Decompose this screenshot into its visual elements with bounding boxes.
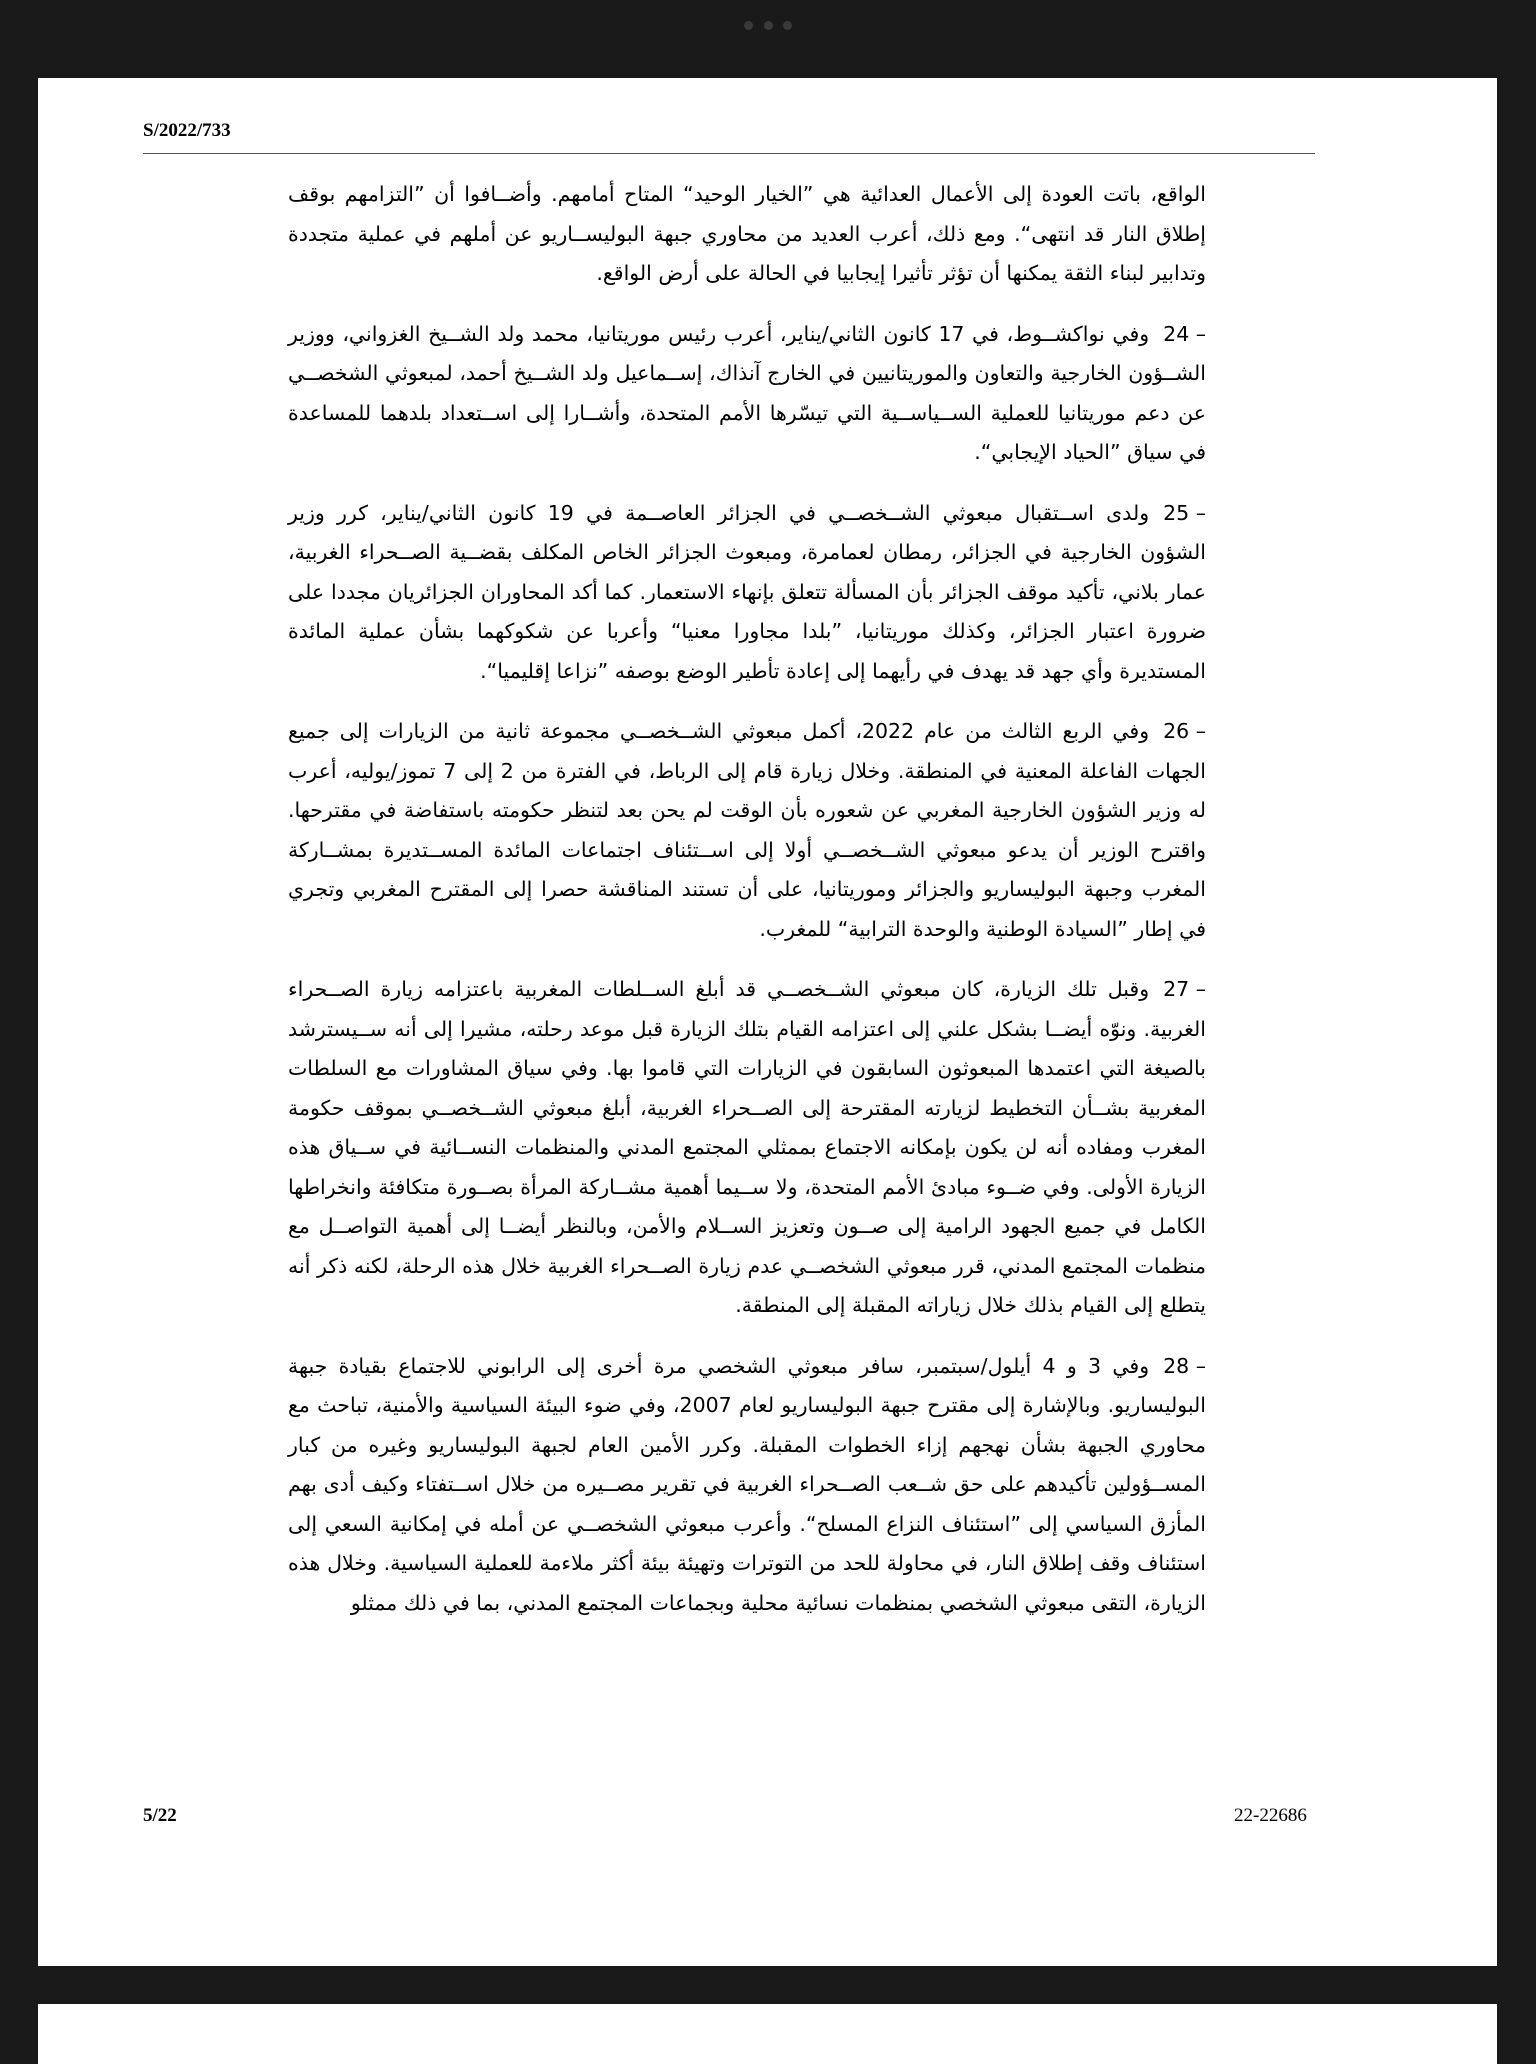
paragraph-text: وفي الربع الثالث من عام 2022، أكمل مبعوثي الشــخصــي مجموعة ثانية من الزيارات إلى جميع الجهات الفاعلة المعنية في المنطقة. وخلال زيارة قام إلى الرباط، في الفترة من 2 إلى 7 تموز/يوليه، أعرب له وزير الشؤون الخارجية المغربي عن شعوره بأن الوقت لم يحن بعد لتنظر حكومته باستفاضة في مقترحها. واقترح الوزير أن يدعو مبعوثي الشــخصــي أولا إلى اســتئناف اجتماعات المائدة المســتديرة بمشــاركة المغرب وجبهة البوليساريو والجزائر وموريتانيا، على أن تستند المناقشة حصرا إلى المقترح المغربي وتجري في إطار ”السيادة الوطنية والوحدة الترابية“ للمغرب. <box>288 719 1207 941</box>
drag-handle-dot <box>744 21 753 30</box>
paragraph-number: 25 – <box>1163 500 1206 525</box>
paragraph-27 <box>288 970 1206 1326</box>
drag-handle-dot <box>783 21 792 30</box>
document-body <box>288 175 1206 1644</box>
paragraph-text: ولدى اســتقبال مبعوثي الشــخصــي في الجزائر العاصــمة في 19 كانون الثاني/يناير، كرر وزير الشؤون الخارجية في الجزائر، رمطان لعمامرة، ومبعوث الجزائر الخاص المكلف بقضــية الصــحراء الغربية، عمار بلاني، تأكيد موقف الجزائر بأن المسألة تتعلق بإنهاء الاستعمار. كما أكد المحاوران الجزائريان مجددا على ضرورة اعتبار الجزائر، وكذلك موريتانيا، ”بلدا مجاورا معنيا“ وأعربا عن شكوكهما بشأن عملية المائدة المستديرة وأي جهد قد يهدف في رأيهما إلى إعادة تأطير الوضع بوصفه ”نزاعا إقليميا“. <box>288 500 1206 683</box>
paragraph-26 <box>288 712 1206 949</box>
document-number: 22-22686 <box>1234 1805 1307 1826</box>
paragraph-25 <box>288 494 1206 692</box>
paragraph-number: 24 – <box>1163 321 1207 346</box>
paragraph-text: وفي 3 و 4 أيلول/سبتمبر، سافر مبعوثي الشخصي مرة أخرى إلى الرابوني للاجتماع بقيادة جبهة البوليساريو. وبالإشارة إلى مقترح جبهة البوليساريو لعام 2007، وفي ضوء البيئة السياسية والأمنية، تباحث مع محاوري الجبهة بشأن نهجهم إزاء الخطوات المقبلة. وكرر الأمين العام لجبهة البوليساريو وغيره من كبار المســؤولين تأكيدهم على حق شــعب الصــحراء الغربية في تقرير مصــيره من خلال اســتفتاء وكيف أدى بهم المأزق السياسي إلى ”استئناف النزاع المسلح“. وأعرب مبعوثي الشخصــي عن أمله في إمكانية السعي إلى استئناف وقف إطلاق النار، في محاولة للحد من التوترات وتهيئة بيئة أكثر ملاءمة للعملية السياسية. وخلال هذه الزيارة، التقى مبعوثي الشخصي بمنظمات نسائية محلية وبجماعات المجتمع المدني، بما في ذلك ممثلو <box>288 1353 1206 1615</box>
paragraph-number: 28 – <box>1163 1353 1206 1378</box>
document-symbol: S/2022/733 <box>143 120 231 141</box>
paragraph-continuation <box>288 175 1206 294</box>
paragraph-number: 26 – <box>1163 719 1206 743</box>
paragraph-24 <box>288 315 1206 473</box>
paragraph-28 <box>288 1347 1206 1624</box>
drag-handle-dot <box>764 21 773 30</box>
viewer-top-bar <box>0 0 1536 40</box>
paragraph-number: 27 – <box>1163 977 1206 1001</box>
next-page-preview[interactable] <box>38 2004 1497 2064</box>
paragraph-text: وفي نواكشــوط، في 17 كانون الثاني/يناير، أعرب رئيس موريتانيا، محمد ولد الشــيخ الغزواني، ووزير الشــؤون الخارجية والتعاون والموريتانيين في الخارج آنذاك، إســماعيل ولد الشــيخ أحمد، لمبعوثي الشخصــي عن دعم موريتانيا للعملية الســياســية التي تيسّرها الأمم المتحدة، وأشــارا إلى اســتعداد بلدهما للمساعدة في سياق ”الحياد الإيجابي“. <box>288 321 1206 464</box>
paragraph-text: وقبل تلك الزيارة، كان مبعوثي الشــخصــي قد أبلغ الســلطات المغربية باعتزامه زيارة الصــحراء الغربية. ونوّه أيضــا بشكل علني إلى اعتزامه القيام بتلك الزيارة قبل موعد رحلته، مشيرا إلى أنه ســيسترشد بالصيغة التي اعتمدها المبعوثون السابقون في الزيارات التي قاموا بها. وفي سياق المشاورات مع السلطات المغربية بشــأن التخطيط لزيارته المقترحة إلى الصــحراء الغربية، أبلغ مبعوثي الشــخصــي بموقف حكومة المغرب ومفاده أنه لن يكون بإمكانه الاجتماع بممثلي المجتمع المدني والمنظمات النســائية في ســياق هذه الزيارة الأولى. وفي ضــوء مبادئ الأمم المتحدة، ولا ســيما أهمية مشــاركة المرأة بصــورة متكافئة وانخراطها الكامل في جميع الجهود الرامية إلى صــون وتعزيز الســلام والأمن، وبالنظر أيضــا إلى أهمية التواصــل مع منظمات المجتمع المدني، قرر مبعوثي الشخصــي عدم زيارة الصــحراء الغربية خلال هذه الرحلة، لكنه ذكر أنه يتطلع إلى القيام بذلك خلال زياراته المقبلة إلى المنطقة. <box>288 977 1206 1317</box>
page-number: 5/22 <box>143 1805 177 1826</box>
drag-handle[interactable] <box>744 20 792 30</box>
paragraph-text: الواقع، باتت العودة إلى الأعمال العدائية هي ”الخيار الوحيد“ المتاح أمامهم. وأضــافوا أن ”التزامهم بوقف إطلاق النار قد انتهى“. ومع ذلك، أعرب العديد من محاوري جبهة البوليســاريو عن أملهم في عملية متجددة وتدابير لبناء الثقة يمكنها أن تؤثر تأثيرا إيجابيا في الحالة على أرض الواقع. <box>288 182 1206 285</box>
header-divider <box>143 153 1315 154</box>
